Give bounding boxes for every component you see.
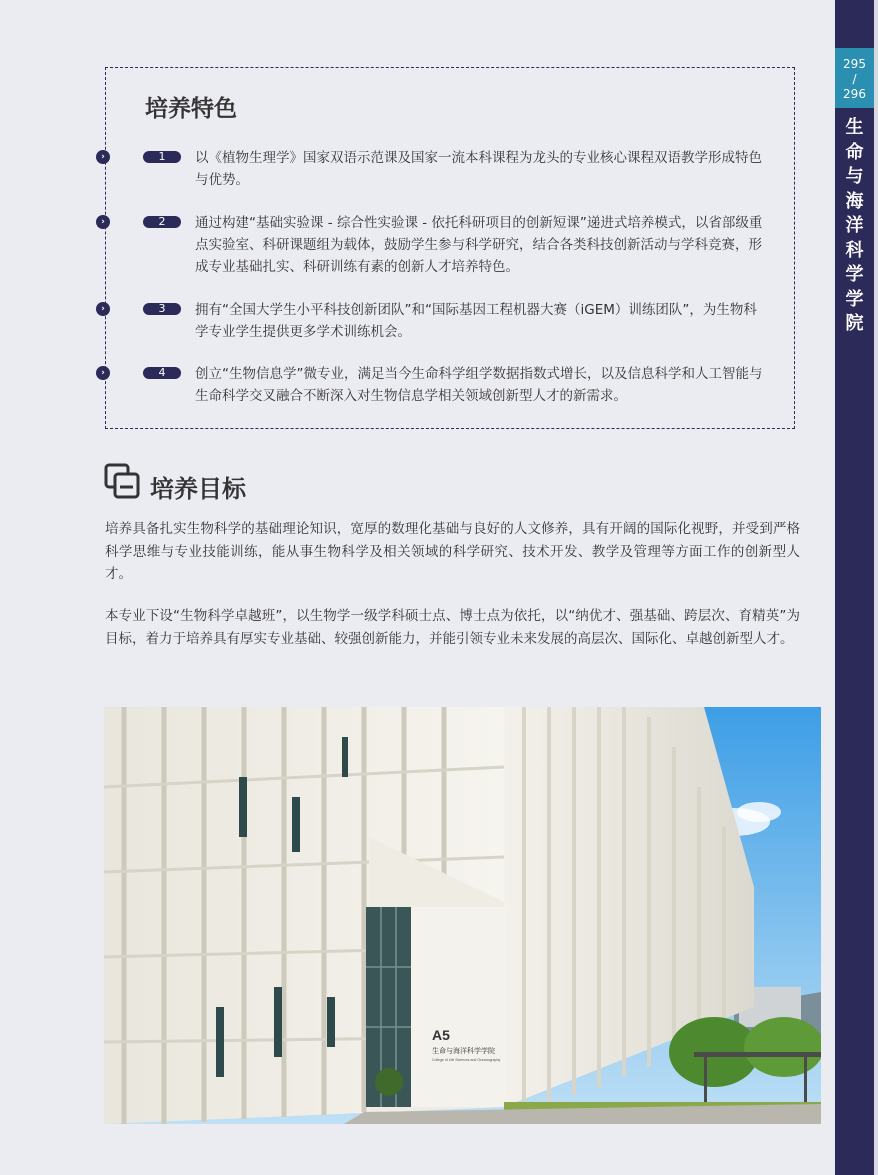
- building-sign-name: 生命与海洋科学学院: [432, 1047, 495, 1055]
- feature-text: 创立“生物信息学”微专业，满足当今生命科学组学数据指数式增长，以及信息科学和人工智能与生命科学交叉融合不断深入对生物信息学相关领域创新型人才的新需求。: [195, 366, 763, 404]
- college-char: 与: [845, 166, 864, 187]
- feature-number: 1: [143, 151, 181, 163]
- page-separator: /: [852, 72, 857, 86]
- chevron-right-icon: ›: [96, 366, 110, 380]
- copy-squares-icon: [104, 463, 140, 499]
- college-char: 海: [845, 190, 864, 212]
- chevron-right-icon: ›: [96, 215, 110, 229]
- goals-paragraph: 本专业下设“生物科学卓越班”，以生物学一级学科硕士点、博士点为依托，以“纳优才、强基础、跨层次、育精英”为目标，着力于培养具有厚实专业基础、较强创新能力，并能引领专业未来发展的高层次、国际化、卓越创新型人才。: [105, 608, 800, 647]
- goals-paragraph: 培养具备扎实生物科学的基础理论知识，宽厚的数理化基础与良好的人文修养，具有开阔的国际化视野，并受到严格科学思维与专业技能训练，能从事生物科学及相关领域的科学研究、技术开发、教学及管理等方面工作的创新型人才。: [105, 521, 800, 582]
- page-next: 296: [843, 87, 866, 101]
- page-current: 295: [843, 57, 866, 71]
- feature-text: 拥有“全国大学生小平科技创新团队”和“国际基因工程机器大赛（iGEM）训练团队”，为生物科学专业学生提供更多学术训练机会。: [195, 302, 757, 340]
- chevron-right-icon: ›: [96, 302, 110, 316]
- building-sign-english: College of Life Sciences and Oceanography: [432, 1058, 501, 1062]
- feature-text: 通过构建“基础实验课 - 综合性实验课 - 依托科研项目的创新短课”递进式培养模式，以省部级重点实验室、科研课题组为载体，鼓励学生参与科学研究，结合各类科技创新活动与学科竞赛，形成专业基础扎实、科研训练有素的创新人才培养特色。: [195, 215, 763, 275]
- side-tab-edge: [874, 0, 878, 1175]
- feature-number: 2: [143, 216, 181, 228]
- college-char: 学: [845, 264, 864, 285]
- college-name-vertical: [835, 116, 874, 337]
- feature-number: 4: [143, 367, 181, 379]
- feature-text: 以《植物生理学》国家双语示范课及国家一流本科课程为龙头的专业核心课程双语教学形成特色与优势。: [195, 150, 762, 188]
- page-number-badge: [835, 48, 874, 108]
- feature-number: 3: [143, 303, 181, 315]
- college-char: 科: [845, 239, 864, 261]
- building-sign-code: A5: [432, 1027, 450, 1043]
- features-title: 培养特色: [145, 96, 237, 122]
- goals-title: 培养目标: [150, 475, 246, 503]
- college-char: 生: [845, 117, 864, 138]
- building-photo: [104, 707, 821, 1124]
- college-char: 学: [845, 288, 864, 310]
- chevron-right-icon: ›: [96, 150, 110, 164]
- college-char: 院: [845, 313, 864, 334]
- college-char: 命: [845, 141, 864, 163]
- college-char: 洋: [845, 215, 864, 236]
